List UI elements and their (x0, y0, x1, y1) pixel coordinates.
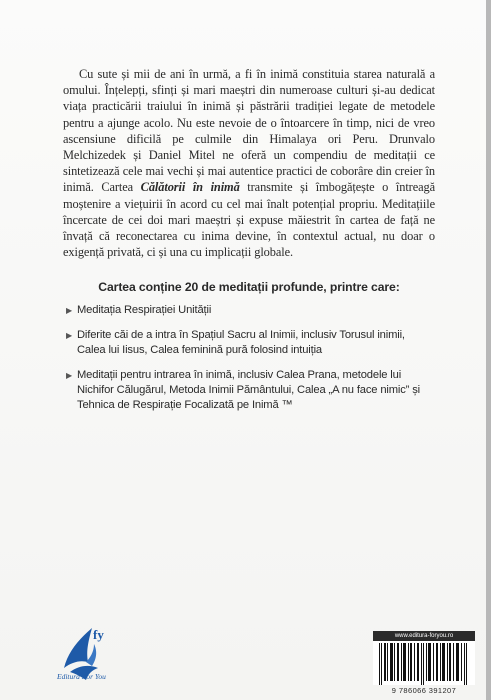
triangle-right-icon: ▶ (66, 330, 73, 340)
list-item (63, 303, 435, 318)
publisher-url: www.editura-foryou.ro (373, 631, 475, 641)
intro-text-part1: Cu sute și mii de ani în urmă, a fi în inimă constituia starea naturală a omului. Înțelepți, sfinți și mari maeștri din numeroase culturi și-au dedicat viața practicării traiului în inimă și păstrării tradiției legate de metodele pentru a ajunge acolo. Nu este nevoie de o întoarcere în timp, nici de vreo ascensiune dificilă pe culmile din Himalaya ori Peru. Drunvalo Melchizedek și Daniel Mitel ne oferă un compendiu de meditații ce sintetizează cele mai vechi și mai autentice practici de coborâre din creier în inimă. Cartea (63, 67, 435, 195)
meditations-heading: Cartea conține 20 de meditații profunde, printre care: (98, 280, 400, 295)
triangle-right-icon: ▶ (66, 370, 73, 380)
list-item-text: Diferite căi de a intra în Spațiul Sacru al Inimii, inclusiv Torusul inimii, Calea lui Iisus, Calea feminină pură folosind intuiția (77, 328, 405, 357)
page-edge-shadow (486, 0, 491, 700)
cover-text (63, 66, 435, 423)
book-title: Călătorii în inimă (140, 180, 240, 195)
triangle-right-icon: ▶ (66, 306, 73, 316)
barcode (373, 641, 475, 685)
isbn-block (373, 631, 475, 695)
bird-logo-icon (58, 622, 118, 692)
list-item (63, 328, 435, 359)
publisher-name: Editura For You (57, 672, 106, 681)
intro-text-part2: transmite și îmbogățește o întreagă moștenire a viețuirii în acord cu cel mai înalt potențial propriu. Meditațiile încercate de cei doi mari maeștri și expuse măiestrit în cartea de față ne învață că reconectarea cu inima devine, în contextul actual, nu doar o exigență privată, ci și una cu implicații globale. (63, 180, 435, 260)
list-item-text: Meditația Respirației Unității (77, 304, 212, 317)
publisher-mark: fy (93, 627, 104, 642)
meditations-list (63, 303, 435, 413)
list-item-text: Meditații pentru intrarea în inimă, inclusiv Calea Prana, metodele lui Nichifor Călugărul, Metoda Inimii Pământului, Calea „A nu face nimic” și Tehnica de Respirație Focalizată pe Inimă ™ (77, 368, 420, 412)
list-item (63, 368, 435, 414)
intro-paragraph (63, 66, 435, 260)
isbn-number: 9 786066 391207 (391, 686, 457, 695)
